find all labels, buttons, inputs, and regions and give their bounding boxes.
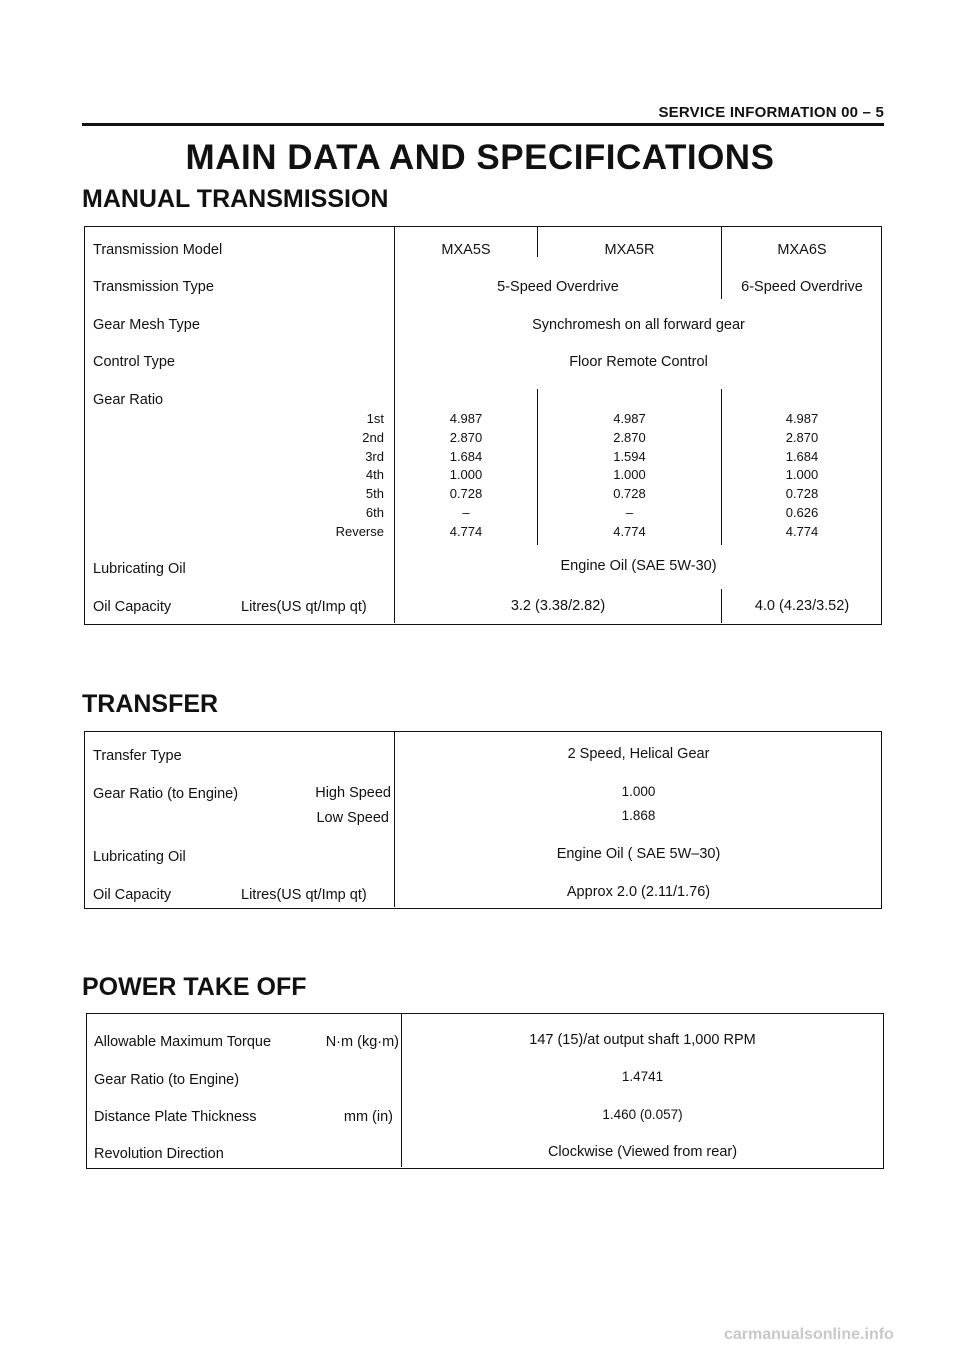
ratio-value: 0.626	[785, 504, 819, 520]
capacity-6-speed: 4.0 (4.23/3.52)	[754, 598, 850, 614]
transfer-spec-table	[84, 731, 882, 909]
ratio-value: 0.728	[613, 486, 646, 502]
transfer-capacity-value: Approx 2.0 (2.11/1.76)	[566, 884, 711, 900]
watermark: carmanualsonline.info	[724, 1326, 894, 1343]
model-mxa5r: MXA5R	[604, 242, 655, 258]
page-title: MAIN DATA AND SPECIFICATIONS	[185, 138, 775, 177]
label-transfer-oil-capacity: Oil Capacity	[93, 887, 172, 903]
transfer-low-ratio: 1.868	[621, 808, 656, 823]
transfer-type-value: 2 Speed, Helical Gear	[567, 746, 710, 762]
ratio-value: 0.728	[449, 486, 483, 502]
control-type-value: Floor Remote Control	[569, 354, 708, 370]
header-rule	[82, 123, 884, 126]
ratio-value: 2.870	[785, 429, 819, 445]
transfer-high-ratio: 1.000	[621, 784, 656, 799]
model-mxa6s: MXA6S	[777, 242, 827, 258]
label-transmission-model: Transmission Model	[93, 242, 223, 258]
section-title-manual: MANUAL TRANSMISSION	[82, 185, 389, 213]
ratios-mxa5s	[395, 410, 537, 542]
gear-2nd: 2nd	[362, 429, 384, 445]
ratio-value: 4.774	[613, 523, 646, 539]
label-oil-capacity-unit: Litres(US qt/Imp qt)	[241, 599, 367, 615]
pto-torque-value: 147 (15)/at output shaft 1,000 RPM	[529, 1032, 756, 1048]
label-revolution-direction: Revolution Direction	[94, 1146, 224, 1162]
transfer-oil-value: Engine Oil ( SAE 5W–30)	[556, 846, 721, 862]
pto-rotation-value: Clockwise (Viewed from rear)	[547, 1144, 738, 1160]
ratio-value: 0.728	[785, 486, 819, 502]
section-title-transfer: TRANSFER	[82, 690, 219, 718]
running-header: SERVICE INFORMATION 00 – 5	[658, 104, 884, 121]
label-lubricating-oil: Lubricating Oil	[93, 561, 186, 577]
ratio-value: 4.774	[449, 523, 483, 539]
label-transfer-lubricating-oil: Lubricating Oil	[93, 849, 186, 865]
label-transfer-type: Transfer Type	[93, 748, 182, 764]
ratio-value: 2.870	[449, 429, 483, 445]
pto-ratio-value: 1.4741	[621, 1069, 664, 1084]
ratio-value: 1.000	[449, 467, 483, 483]
ratio-value: 1.684	[785, 448, 819, 464]
lubricating-oil-value: Engine Oil (SAE 5W-30)	[560, 558, 717, 574]
ratios-mxa6s	[722, 410, 882, 542]
ratio-value: 1.684	[449, 448, 483, 464]
ratio-value: 4.987	[785, 411, 819, 426]
gear-5th: 5th	[365, 486, 384, 502]
ratios-mxa5r	[538, 410, 721, 542]
label-transfer-capacity-unit: Litres(US qt/Imp qt)	[241, 887, 367, 903]
ratio-value: 2.870	[613, 429, 646, 445]
ratio-value: 4.987	[449, 411, 483, 426]
gear-1st: 1st	[366, 411, 384, 426]
section-title-pto: POWER TAKE OFF	[82, 973, 307, 1001]
ratio-value: –	[625, 504, 634, 520]
label-pto-gear-ratio: Gear Ratio (to Engine)	[94, 1072, 240, 1088]
label-control-type: Control Type	[93, 354, 175, 370]
gear-list	[336, 410, 384, 542]
gear-reverse: Reverse	[335, 523, 384, 539]
label-transfer-gear-ratio: Gear Ratio (to Engine)	[93, 786, 239, 802]
ratio-value: 1.594	[613, 448, 646, 464]
gear-mesh-value: Synchromesh on all forward gear	[532, 317, 745, 333]
manual-spec-table	[84, 226, 882, 625]
ratio-value: 4.987	[613, 411, 646, 426]
label-gear-mesh-type: Gear Mesh Type	[93, 317, 200, 333]
label-high-speed: High Speed	[315, 785, 391, 801]
gear-4th: 4th	[365, 467, 384, 483]
label-transmission-type: Transmission Type	[93, 279, 214, 295]
label-plate-thickness: Distance Plate Thickness	[94, 1109, 257, 1125]
ratio-value: 4.774	[785, 523, 819, 539]
ratio-value: –	[462, 504, 470, 520]
label-max-torque: Allowable Maximum Torque	[94, 1034, 272, 1050]
pto-plate-value: 1.460 (0.057)	[602, 1107, 683, 1122]
label-oil-capacity: Oil Capacity	[93, 599, 172, 615]
gear-3rd: 3rd	[365, 448, 384, 464]
label-low-speed: Low Speed	[316, 810, 389, 826]
type-5-speed: 5-Speed Overdrive	[497, 279, 619, 295]
ratio-value: 1.000	[785, 467, 819, 483]
type-6-speed: 6-Speed Overdrive	[741, 279, 863, 295]
ratio-value: 1.000	[613, 467, 646, 483]
model-mxa5s: MXA5S	[441, 242, 491, 258]
label-gear-ratio: Gear Ratio	[93, 392, 164, 408]
capacity-5-speed: 3.2 (3.38/2.82)	[510, 598, 606, 614]
label-torque-unit: N·m (kg·m)	[325, 1034, 399, 1050]
label-plate-unit: mm (in)	[343, 1109, 393, 1125]
gear-6th: 6th	[365, 504, 384, 520]
pto-spec-table	[86, 1013, 884, 1169]
